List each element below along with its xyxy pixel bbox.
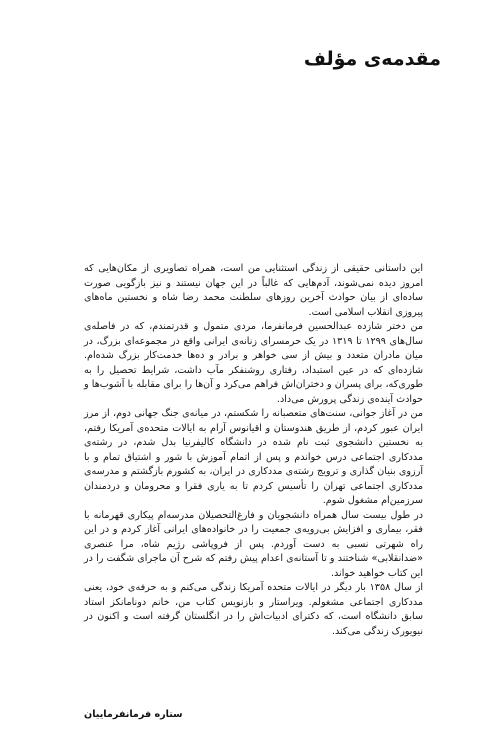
preface-body <box>84 262 423 639</box>
page-title: مقدمه‌ی مؤلف <box>303 48 441 70</box>
paragraph: من در آغاز جوانی، سنت‌های متعصبانه را شکستم، در میانه‌ی جنگ جهانی دوم، از مرز ایران عبور کردم، از طریق هندوستان و اقیانوس آرام به ایالات متحده‌ی آمریکا رفتم، به نخستین دانشجوی ثبت نام شده در دانشگاه کالیفرنیا بدل شدم، در رشته‌ی مددکاری اجتماعی درس خواندم و پس از اتمام آموزش با شور و اشتیاق تمام و با آرزوی بنیان گذاری و ترویج رشته‌ی مددکاری در ایران، به کشورم بازگشتم و مدرسه‌ی مددکاری اجتماعی تهران را تأسیس کردم تا به یاری فقرا و محرومان و دردمندان سرزمین‌ام مشغول شوم. <box>84 408 423 506</box>
author-signature <box>0 708 503 722</box>
paragraph: این داستانی حقیقی از زندگی استثنایی من است، همراه تصاویری از مکان‌هایی که امروز دیده نمی‌شوند، آدم‌هایی که غالباً در این جهان نیستند و نیز بازگویی صورت ساده‌ای از بیان حوادث آخرین روزهای سلطنت محمد رضا شاه و نخستین ماه‌های پیروزی انقلاب اسلامی است. <box>84 263 423 318</box>
paragraph: از سال ۱۳۵۸ بار دیگر در ایالات متحده آمریکا زندگی می‌کنم و به حرفه‌ی خود، یعنی مددکاری اجتماعی مشغولم. ویراستار و بازنویس کتاب من، خانم دونامانکز استاد سابق دانشگاه است، که دکترای ادبیات‌اش را در انگلستان گرفته است و اکنون در نیویورک زندگی می‌کند. <box>84 582 423 637</box>
author-name: ستاره فرمانفرماییان <box>84 709 183 720</box>
paragraph: من دختر شازده عبدالحسین فرمانفرما، مردی متمول و قدرتمندم، که در فاصله‌ی سال‌های ۱۲۹۹ تا ۱۳۱۹ در یک حرمسرای زنانه‌ی ایرانی واقع در مجموعه‌ای بزرگ، در میان مادران متعدد و بیش از سی خواهر و برادر و ده‌ها خدمت‌کار بزرگ شده‌ام. شازده‌ای که در عین استبداد، رفتاری روشنفکر مآب داشت، شرایط تحصیل را به طوری‌که، برای پسران و دختران‌اش فراهم می‌کرد و آن‌ها را برای مقابله با آشوب‌ها و حوادث آینده‌ی زندگی پرورش می‌داد. <box>84 321 423 405</box>
paragraph: در طول بیست سال همراه دانشجویان و فارغ‌التحصیلان مدرسه‌ام پیکاری قهرمانه با فقر، بیماری و افزایش بی‌رویه‌ی جمعیت را در خانواده‌های ایرانی آغاز کردم و در این راه شهرتی نسبی به دست آوردم. پس از فروپاشی رژیم شاه، مرا عنصری «ضدانقلابی» شناختند و تا آستانه‌ی اعدام پیش رفتم که شرح آن ماجرای شگفت را در این کتاب خواهید خواند. <box>84 509 423 579</box>
